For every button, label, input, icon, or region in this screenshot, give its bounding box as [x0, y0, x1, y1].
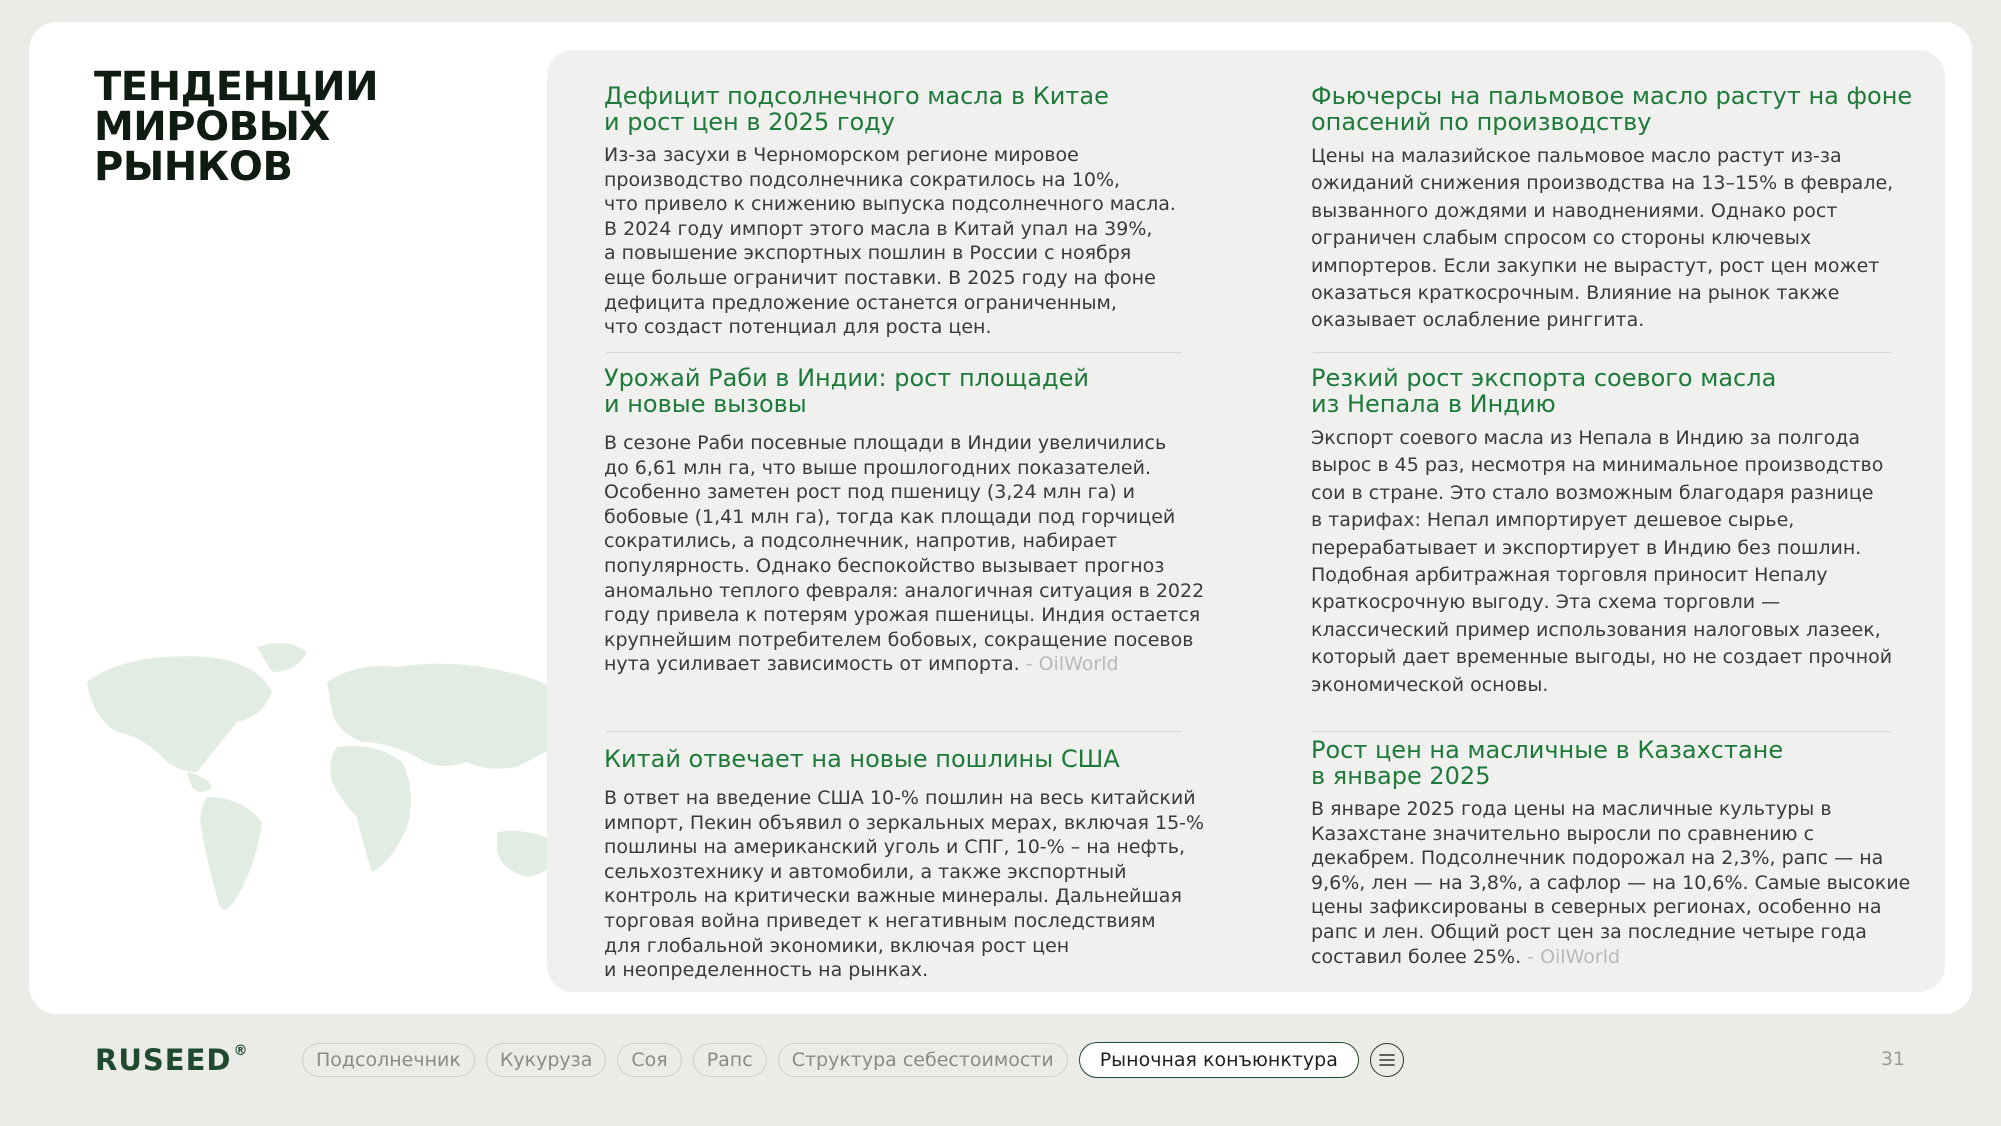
- title-line: РЫНКОВ: [94, 144, 293, 190]
- news-panel: [547, 50, 1945, 992]
- news-text: В ответ на введение США 10-% пошлин на весь китайский импорт, Пекин объявил о зеркальных мерах, включая 15-% пошлины на американский уголь и СПГ, 10-% – на нефть, сельхозтехнику и автомобили, а также экспортный контроль на критически важные минералы. Дальнейшая торговая война приведет к негативным последствиям для глобальной экономики, включая рост цен и неопределенность на рынках.: [604, 787, 1205, 982]
- news-text: Цены на малазийское пальмовое масло растут из-за ожиданий снижения производства на 13–15% в феврале, вызванного дождями и наводнениями. Однако рост ограничен слабым спросом со стороны ключевых импортеров. Если закупки не вырастут, рост цен может оказаться краткосрочным. Влияние на рынок также оказывает ослабление ринггита.: [1311, 145, 1894, 332]
- page-number: 31: [1880, 1048, 1905, 1070]
- news-title: Дефицит подсолнечного масла в Китае и рост цен в 2025 году: [604, 82, 1109, 136]
- news-item-kazakhstan-oilseeds: [1311, 737, 1931, 969]
- divider: [1313, 731, 1891, 732]
- menu-icon: [1378, 1053, 1396, 1067]
- nav-tab-market-conditions[interactable]: Рыночная конъюнктура: [1079, 1042, 1359, 1078]
- divider: [606, 731, 1182, 732]
- divider: [606, 352, 1182, 353]
- page-title: [94, 64, 379, 190]
- world-map-illustration: [57, 622, 577, 982]
- news-title: Резкий рост экспорта соевого масла из Непала в Индию: [1311, 364, 1777, 418]
- news-title: Рост цен на масличные в Казахстане в январе 2025: [1311, 736, 1784, 790]
- registered-mark: ®: [233, 1043, 249, 1060]
- news-text: В январе 2025 года цены на масличные культуры в Казахстане значительно выросли по сравнению с декабрем. Подсолнечник подорожал на 2,3%, рапс — на 9,6%, лен — на 3,8%, а сафлор — на 10,6%. Самые высокие цены зафиксированы в северных регионах, особенно на рапс и лен. Общий рост цен за последние четыре года составил более 25%. - OilWorld: [1311, 798, 1911, 968]
- slide-card: [29, 22, 1972, 1014]
- nav-tab-soy[interactable]: Соя: [617, 1043, 681, 1077]
- news-text: Экспорт соевого масла из Непала в Индию за полгода вырос в 45 раз, несмотря на минимальное производство сои в стране. Это стало возможным благодаря разнице в тарифах: Непал импортирует дешевое сырье, перерабатывает и экспортирует в Индию без пошлин. Подобная арбитражная торговля приносит Непалу краткосрочную выгоду. Эта схема торговли — классический пример использования налоговых лазеек, который дает временные выгоды, но не создает прочной экономической основы.: [1311, 427, 1893, 696]
- news-text: Из-за засухи в Черноморском регионе мировое производство подсолнечника сократилось на 10%, что привело к снижению выпуска подсолнечного масла. В 2024 году импорт этого масла в Китай упал на 39%, а повышение экспортных пошлин в России с ноября еще больше ограничит поставки. В 2025 году на фоне дефицита предложение останется ограниченным, что создаст потенциал для роста цен.: [604, 144, 1176, 339]
- nav-tab-rapeseed[interactable]: Рапс: [693, 1043, 767, 1077]
- menu-button[interactable]: [1370, 1043, 1404, 1077]
- news-title: Китай отвечает на новые пошлины США: [604, 745, 1120, 773]
- news-item-china-sunflower: [604, 83, 1204, 340]
- source-label: - OilWorld: [1521, 945, 1621, 968]
- ruseed-logo[interactable]: RUSEED ®: [95, 1043, 249, 1077]
- news-title: Фьючерсы на пальмовое масло растут на фоне опасений по производству: [1311, 82, 1913, 136]
- nav-tab-corn[interactable]: Кукуруза: [486, 1043, 607, 1077]
- nav-tab-sunflower[interactable]: Подсолнечник: [302, 1043, 475, 1077]
- news-text: В сезоне Раби посевные площади в Индии увеличились до 6,61 млн га, что выше прошлогодних показателей. Особенно заметен рост под пшеницу (3,24 млн га) и бобовые (1,41 млн га), тогда как площади под горчицей сократились, а подсолнечник, напротив, набирает популярность. Однако беспокойство вызывает прогноз аномально теплого февраля: аналогичная ситуация в 2022 году привела к потерям урожая пшеницы. Индия остается крупнейшим потребителем бобовых, сокращение посевов нута усиливает зависимость от импорта. - OilWorld: [604, 432, 1205, 676]
- news-item-palm-futures: [1311, 83, 1931, 335]
- source-label: - OilWorld: [1019, 653, 1119, 676]
- title-line: ТЕНДЕНЦИИ: [94, 64, 379, 110]
- news-title: Урожай Раби в Индии: рост площадей и новые вызовы: [604, 364, 1089, 418]
- news-item-india-rabi: [604, 365, 1224, 677]
- news-item-china-tariffs: [604, 746, 1224, 983]
- nav-tab-cost-structure[interactable]: Структура себестоимости: [778, 1043, 1068, 1077]
- title-line: МИРОВЫХ: [94, 104, 330, 150]
- section-nav: [302, 1042, 1404, 1078]
- divider: [1313, 352, 1891, 353]
- news-item-nepal-soy: [1311, 365, 1931, 699]
